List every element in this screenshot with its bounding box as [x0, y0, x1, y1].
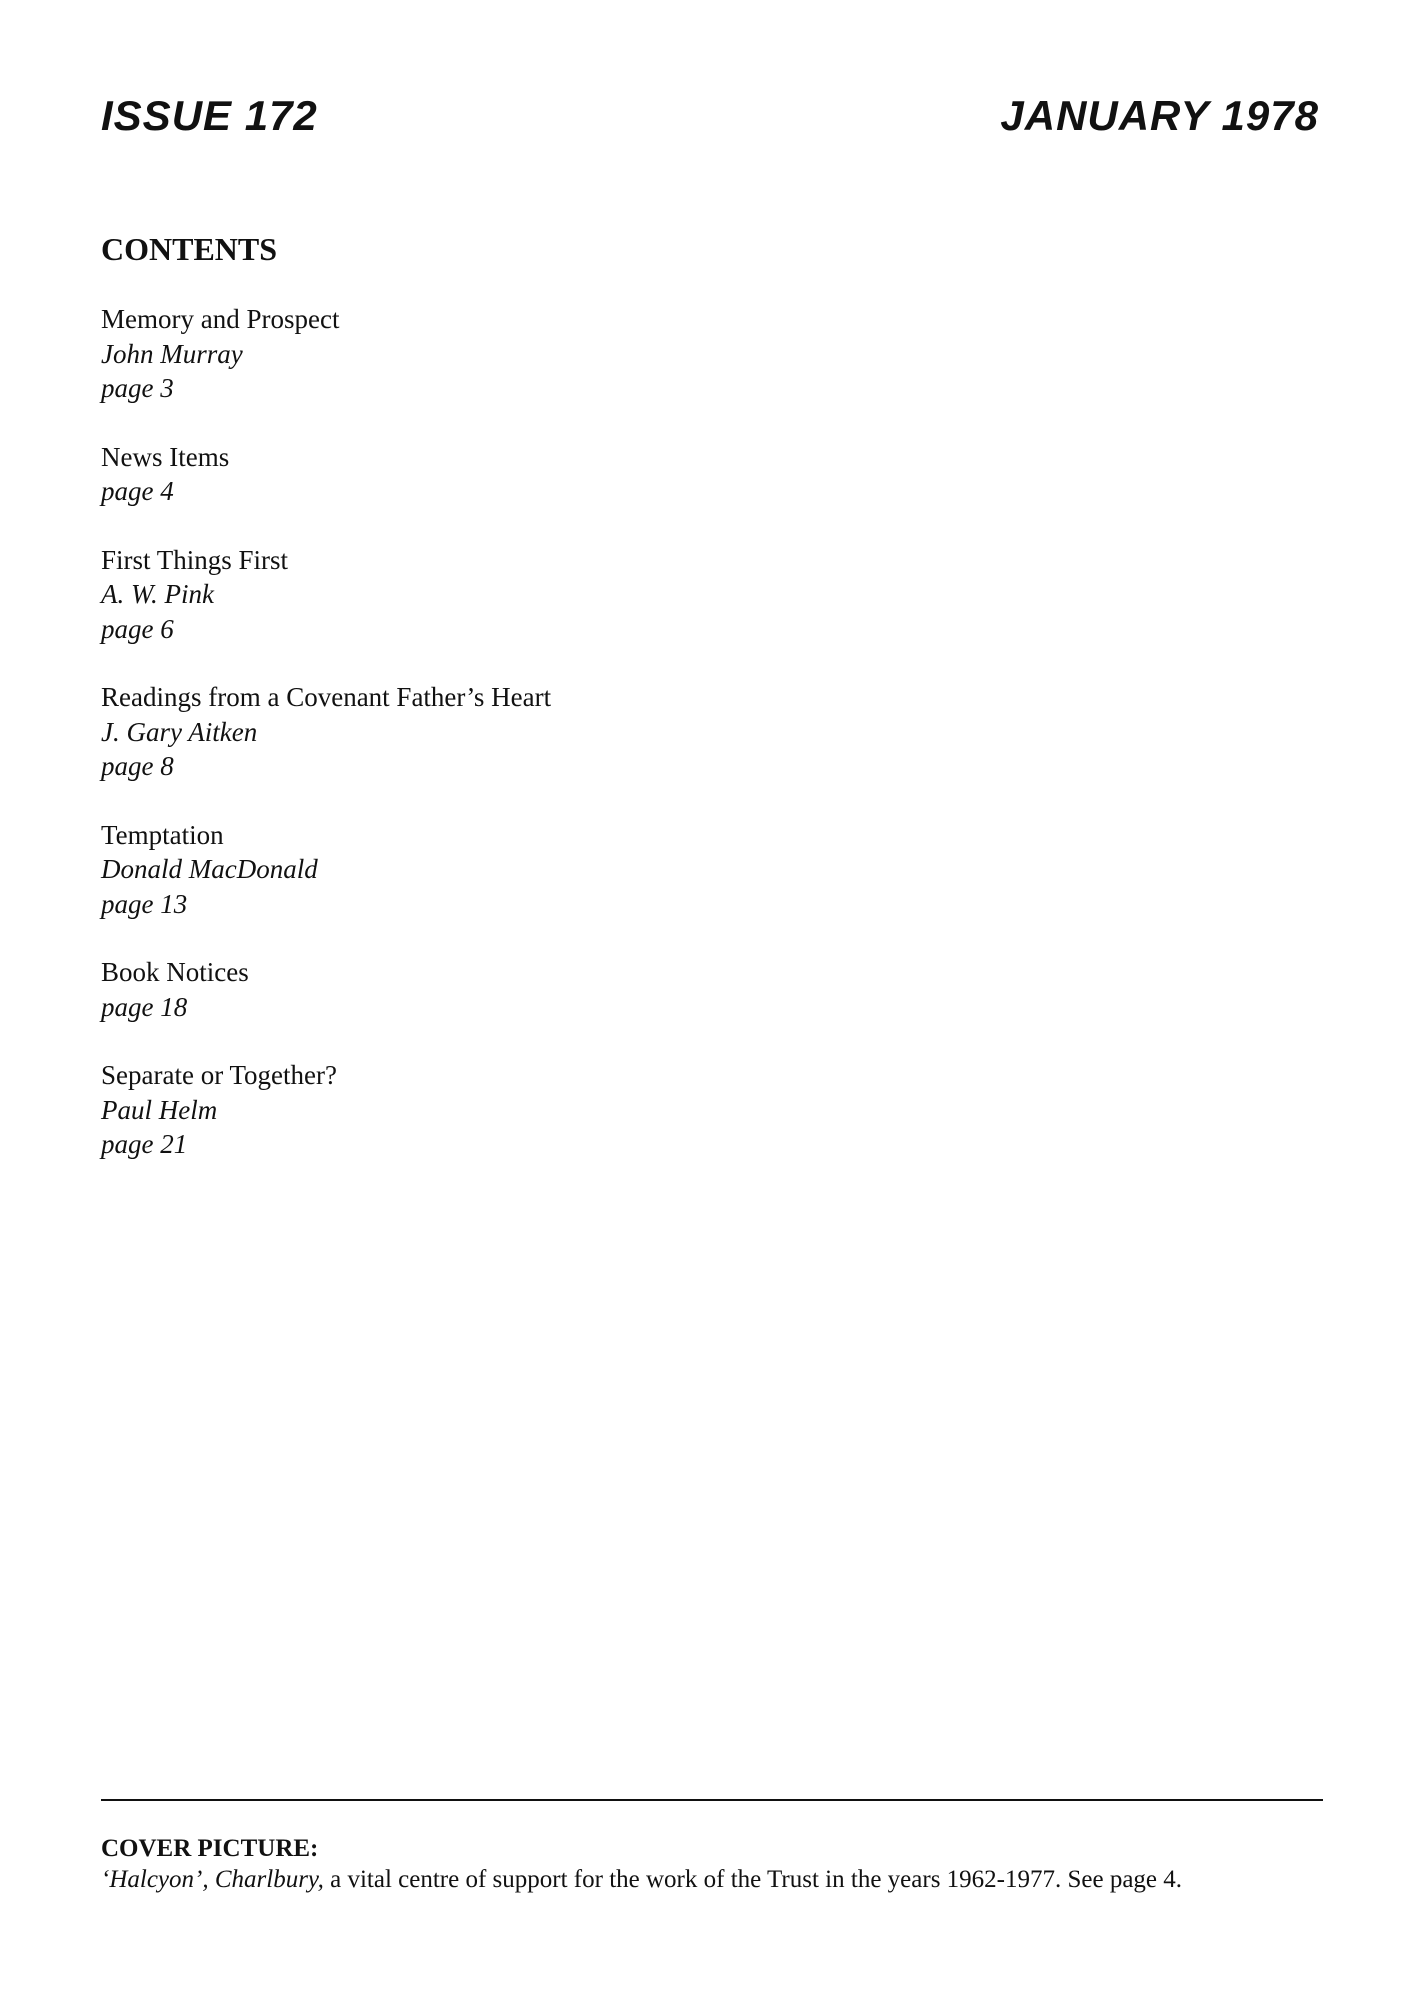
issue-number: ISSUE 172 [101, 92, 318, 139]
cover-caption-place: ‘Halcyon’, Charlbury, [101, 1866, 324, 1893]
entry-author: Donald MacDonald [101, 854, 318, 884]
entry-page: page 4 [101, 476, 174, 506]
entry-title: First Things First [101, 544, 289, 575]
entry-author: John Murray [101, 338, 243, 369]
contents-entry[interactable] [101, 818, 1001, 922]
entry-page: page 8 [101, 751, 174, 781]
contents-entry[interactable] [101, 680, 1001, 784]
cover-picture-heading: COVER PICTURE: [101, 1835, 319, 1862]
entry-title: Temptation [101, 819, 224, 850]
cover-caption-text: a vital centre of support for the work of the Trust in the years 1962-1977. See page 4. [323, 1866, 1183, 1893]
entry-page: page 6 [101, 613, 174, 644]
entry-author: A. W. Pink [101, 579, 214, 609]
contents-entry[interactable] [101, 302, 1001, 406]
contents-entry[interactable] [101, 543, 1001, 647]
entry-title: Book Notices [101, 957, 249, 987]
entry-page: page 3 [101, 373, 174, 403]
entry-page: page 13 [101, 888, 188, 919]
entry-page: page 21 [101, 1129, 188, 1159]
cover-picture-caption [101, 1865, 1182, 1895]
contents-entry[interactable] [101, 1058, 1001, 1162]
contents-entry[interactable] [101, 440, 1001, 509]
contents-heading: CONTENTS [101, 231, 278, 267]
footer-divider [101, 1799, 1323, 1801]
entry-title: News Items [101, 441, 230, 472]
entry-page: page 18 [101, 991, 188, 1022]
contents-entry[interactable] [101, 955, 1001, 1024]
entry-title: Readings from a Covenant Father’s Heart [101, 682, 552, 712]
entry-title: Separate or Together? [101, 1060, 337, 1090]
entry-title: Memory and Prospect [101, 304, 340, 334]
issue-date: JANUARY 1978 [1000, 92, 1319, 139]
contents-list [101, 302, 1001, 1196]
entry-author: Paul Helm [101, 1094, 218, 1125]
entry-author: J. Gary Aitken [101, 716, 258, 747]
